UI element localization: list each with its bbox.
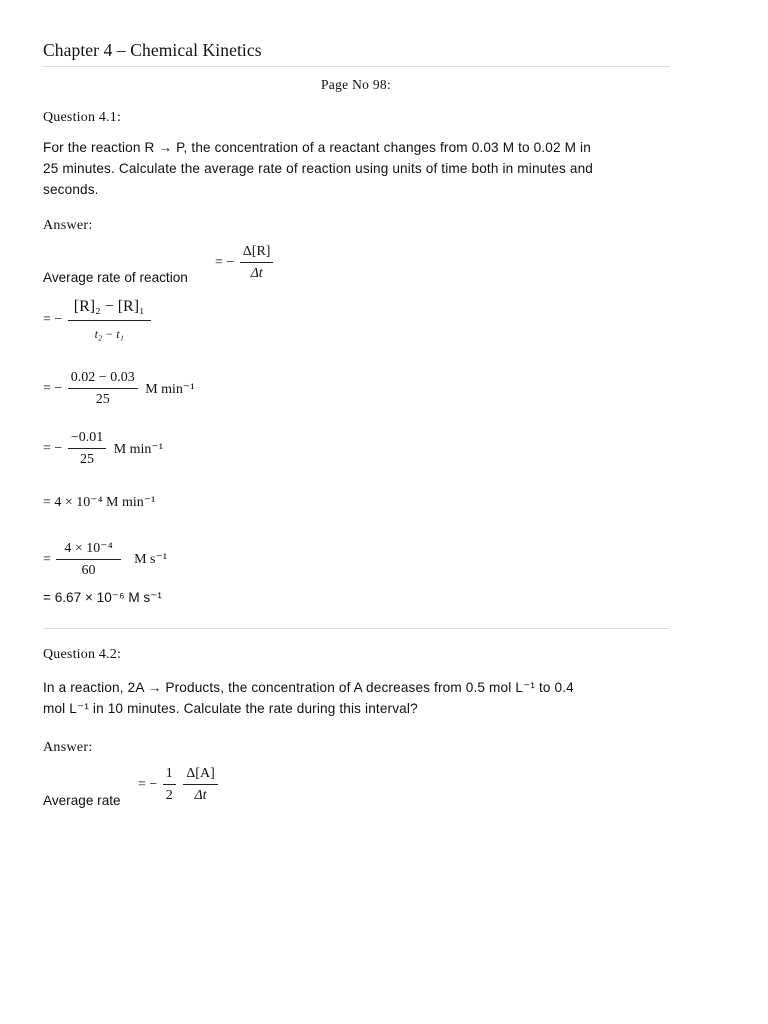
answer-4-2-label: Answer: (43, 740, 93, 755)
equation-rate-definition (215, 244, 275, 282)
denominator: Δt (250, 266, 263, 281)
denominator: t₂ − t₁ (94, 327, 124, 341)
denominator: 60 (81, 563, 96, 578)
header-divider (43, 66, 670, 67)
fraction (56, 540, 120, 579)
question-4-2-text (43, 677, 673, 719)
answer-4-1-label: Answer: (43, 218, 93, 233)
equation-substitution (43, 370, 195, 408)
equation-difference (43, 430, 163, 468)
unit: M s⁻¹ (134, 552, 168, 567)
fraction (68, 370, 138, 408)
question-4-1-line-1: For the reaction R → P, the concentration of a reactant changes from 0.03 M to 0.02 M in (43, 140, 591, 155)
question-4-2-line-1: In a reaction, 2A → Products, the concentration of A decreases from 0.5 mol L⁻¹ to 0.4 (43, 680, 574, 695)
question-4-2-heading: Question 4.2: (43, 647, 122, 662)
equation-prefix: = − (43, 441, 63, 456)
question-4-1-line-3: seconds. (43, 182, 99, 197)
numerator: 1 (163, 766, 176, 785)
fraction (68, 298, 151, 342)
final-result: = 6.67 × 10⁻⁶ M s⁻¹ (43, 590, 162, 605)
equation-prefix: = − (138, 777, 158, 792)
equation-concentration-difference (43, 298, 153, 342)
question-4-1-heading: Question 4.1: (43, 110, 122, 125)
fraction-one-half (163, 766, 176, 804)
page-number: Page No 98: (320, 77, 392, 92)
question-4-1-text (43, 137, 673, 200)
fraction-delta (183, 766, 217, 804)
equation-prefix: = (43, 551, 51, 567)
fraction (240, 244, 274, 282)
fraction (68, 430, 106, 468)
numerator: 0.02 − 0.03 (68, 370, 138, 389)
equation-prefix: = − (215, 255, 235, 270)
equation-prefix: = − (43, 312, 63, 327)
numerator: [R]₂ − [R]₁ (68, 298, 151, 321)
numerator: 4 × 10⁻⁴ (56, 540, 120, 560)
average-rate-label: Average rate of reaction (43, 270, 188, 285)
numerator: Δ[R] (240, 244, 274, 263)
denominator: Δt (194, 788, 207, 803)
equation-convert-seconds (43, 540, 167, 579)
denominator: 2 (165, 788, 173, 803)
numerator: −0.01 (68, 430, 106, 449)
unit: M min⁻¹ (145, 381, 195, 397)
denominator: 25 (80, 452, 94, 467)
equation-prefix: = − (43, 381, 63, 396)
numerator: Δ[A] (183, 766, 217, 785)
equation-rate-2A (138, 766, 220, 804)
chapter-title: Chapter 4 – Chemical Kinetics (43, 40, 262, 60)
section-divider (43, 628, 670, 629)
unit: M min⁻¹ (113, 441, 164, 457)
equation-rate-per-minute: = 4 × 10⁻⁴ M min⁻¹ (43, 495, 156, 510)
average-rate-label-2: Average rate (43, 793, 121, 808)
question-4-1-line-2: 25 minutes. Calculate the average rate of reaction using units of time both in minutes and (43, 161, 594, 176)
question-4-2-line-2: mol L⁻¹ in 10 minutes. Calculate the rate during this interval? (43, 701, 418, 716)
denominator: 25 (95, 392, 110, 407)
